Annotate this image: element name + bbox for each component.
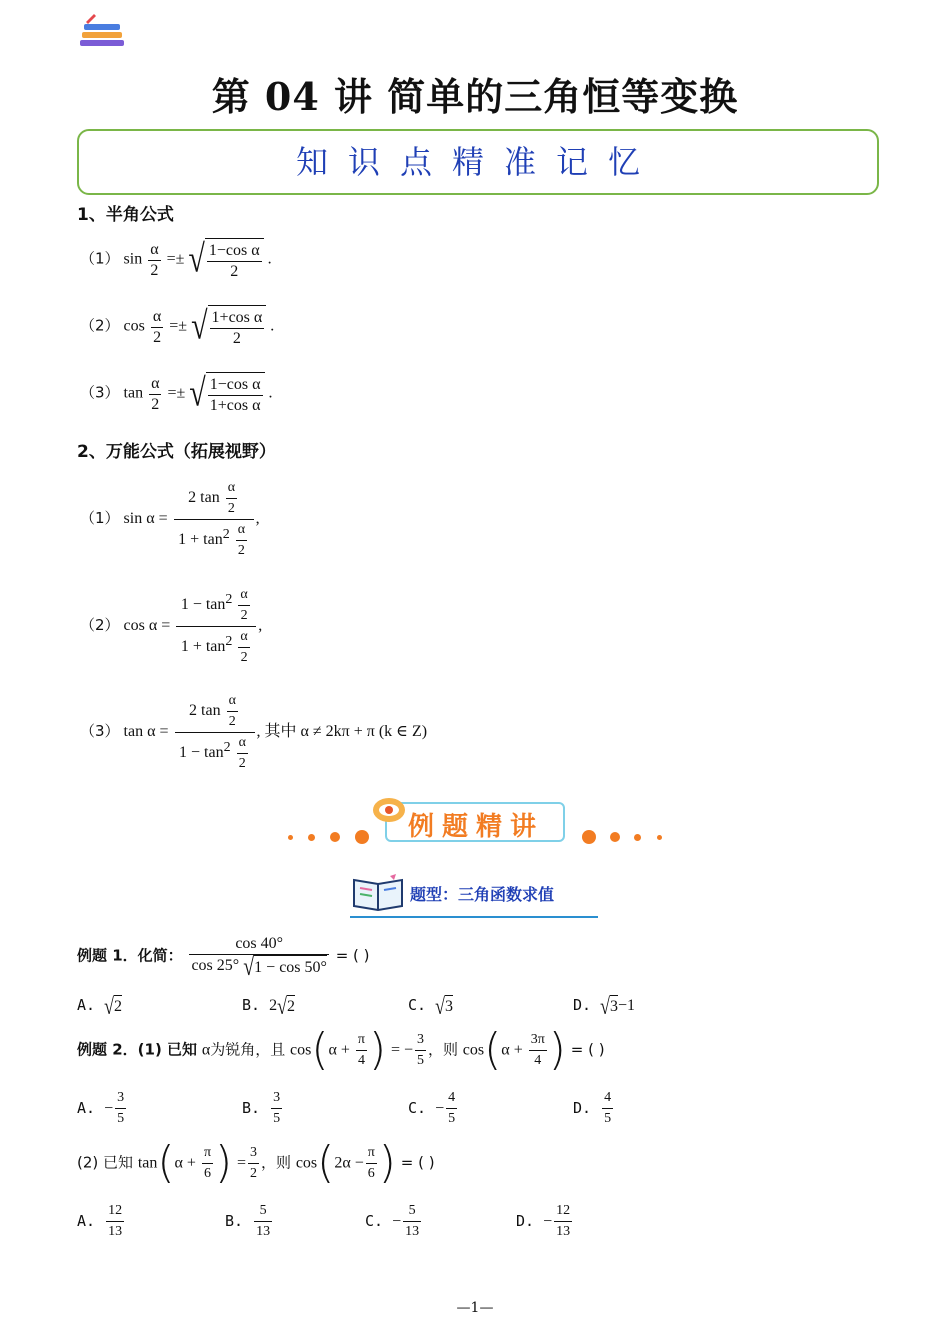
examples-banner: 例题精讲: [408, 812, 545, 842]
decor-dot: [308, 834, 315, 841]
ex2-option-c[interactable]: C. − $\frac{4}{5}$: [408, 1090, 456, 1126]
topic-label: 题型：三角函数求值: [410, 885, 555, 904]
ex2b-option-c[interactable]: C. − $\frac{5}{13}$: [365, 1203, 420, 1239]
knowledge-banner: 知识点精准记忆: [295, 143, 660, 181]
decor-dot: [582, 830, 596, 844]
decor-dot: [330, 832, 340, 842]
page-title: 第 04 讲 简单的三角恒等变换: [211, 74, 739, 119]
universal-formula-3: （3） tan α = 2 tan $\frac{\alpha}{2}$ $1 - \tan^2$ $\frac{\alpha}{2}$ , 其中 α ≠ 2kπ + π (k ∈ Z): [80, 693, 428, 771]
decor-dot: [288, 835, 293, 840]
decor-dot: [634, 834, 641, 841]
page-number: —1—: [456, 1300, 494, 1316]
half-angle-formula-3: （3） tan $\frac{\alpha}{2}$ =± √ $\frac{\text{1−cos α}}{\text{1+cos α}}$ .: [80, 371, 273, 415]
example2-part2: (2) 已知 tan(α + $\frac{\pi}{6}$ ) = $\frac{3}{2}$ ，则 cos(2α − $\frac{\pi}{6}$ ) = ( ): [77, 1137, 435, 1188]
example2-part1: 例题 2．(1) 已知 α为锐角，且 cos(α + $\frac{\pi}{4}$ ) = − $\frac{3}{5}$ ，则 cos(α + $\frac{3\pi}{4}$ ) = ( ): [77, 1024, 605, 1075]
ex2b-option-b[interactable]: B. $\frac{5}{13}$: [225, 1203, 271, 1239]
ex2-option-a[interactable]: A. − $\frac{3}{5}$: [77, 1090, 125, 1126]
ex1-option-a[interactable]: A. √2: [77, 992, 122, 1019]
eye-icon: [372, 796, 406, 824]
topic-underline: [350, 916, 598, 918]
ex1-option-c[interactable]: C. √3: [408, 992, 453, 1019]
ex2b-option-a[interactable]: A. $\frac{12}{13}$: [77, 1203, 123, 1239]
universal-formula-1: （1） sin α = 2 tan $\frac{\alpha}{2}$ $1 + \tan^2$ $\frac{\alpha}{2}$ ,: [80, 480, 260, 558]
decor-dot: [355, 830, 369, 844]
half-angle-formula-1: （1） sin $\frac{\alpha}{2}$ =± √ $\frac{\text{1−cos α}}{2}$ .: [80, 237, 272, 281]
section1-heading: 1、半角公式: [77, 205, 174, 225]
book-stack-logo: [78, 12, 128, 50]
ex2-option-d[interactable]: D. $\frac{4}{5}$: [573, 1090, 612, 1126]
ex1-option-b[interactable]: B. 2√2: [242, 992, 295, 1019]
decor-dot: [657, 835, 662, 840]
ex2-option-b[interactable]: B. $\frac{3}{5}$: [242, 1090, 281, 1126]
ex2b-option-d[interactable]: D. − $\frac{12}{13}$: [516, 1203, 571, 1239]
section2-heading: 2、万能公式（拓展视野）: [77, 442, 276, 462]
example1: 例题 1．化简： $\frac{\cos 40^\circ}{\cos 25^\circ √1 - \cos 50^\circ}$ = ( ): [77, 935, 370, 981]
open-book-icon: [350, 872, 406, 912]
half-angle-formula-2: （2） cos $\frac{\alpha}{2}$ =± √ $\frac{\text{1+cos α}}{2}$ .: [80, 304, 275, 348]
universal-formula-2: （2） cos α = $1 - \tan^2$ $\frac{\alpha}{2}$ $1 + \tan^2$ $\frac{\alpha}{2}$ ,: [80, 587, 263, 665]
decor-dot: [610, 832, 620, 842]
ex1-option-d[interactable]: D. √3−1: [573, 992, 636, 1019]
